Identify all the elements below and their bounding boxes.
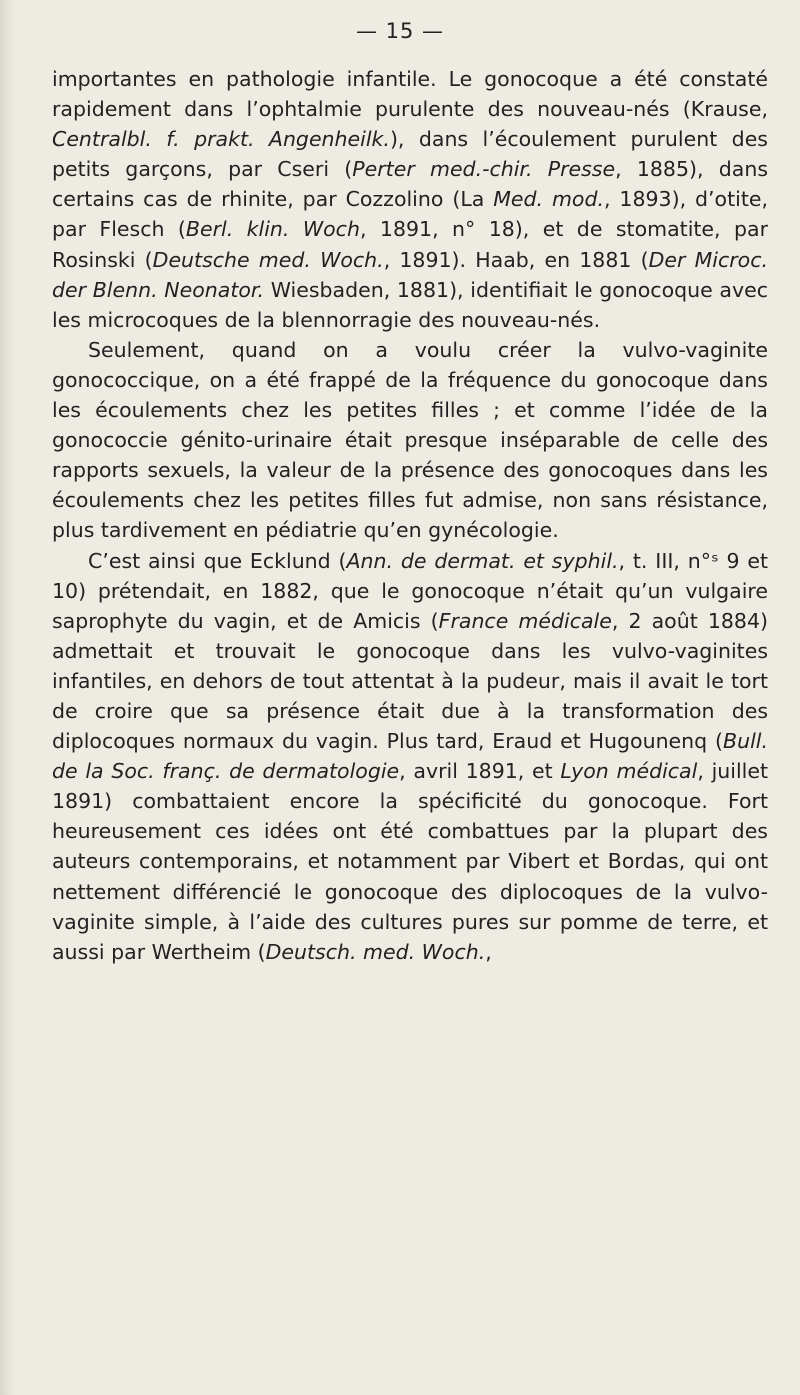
- text-run: , 1885), dans certains cas de rhinite, par Cozzolino (La: [52, 157, 769, 212]
- citation-title: Deutsch. med. Woch.: [265, 939, 486, 964]
- text-run: , 1891, n° 18), et de stomatite, par Rosinski (: [52, 217, 768, 272]
- text-run: , avril 1891, et: [399, 759, 561, 784]
- text-run: , 1893), d’otite, par Flesch (: [52, 187, 768, 242]
- text-run: importantes en pathologie infantile. Le gonocoque a été constaté rapidement dans l’ophtalmie purulente des nouveau-nés (Krause,: [52, 67, 768, 122]
- page-number: — 15 —: [355, 19, 445, 43]
- text-run: ,: [485, 939, 492, 964]
- citation-title: Med. mod.: [493, 187, 604, 212]
- text-run: Seulement, quand on a voulu créer la vulvo-vaginite gonococcique, on a été frappé de la fréquence du gonocoque dans les écoulements chez les petites filles ; et comme l’idée de la gonococcie génito-urinaire était presque inséparable de celle des rapports sexuels, la valeur de la présence des gonocoques dans les écoulements chez les petites filles fut admise, non sans résistance, plus tardivement en pédiatrie qu’en gynécologie.: [52, 337, 768, 543]
- page-edge-shadow: [0, 0, 14, 1395]
- citation-title: Berl. klin. Woch: [185, 217, 360, 242]
- text-run: ), dans l’écoulement purulent des petits garçons, par Cseri (: [52, 127, 768, 182]
- citation-title: Der Microc. der Blenn. Neonator.: [52, 247, 768, 302]
- text-run: , juillet 1891) combattaient encore la spécificité du gonocoque. Fort heureusement ces idées ont été combattues par la plupart des auteurs contemporains, et notamment par Vibert et Bordas, qui ont nettement différencié le gonocoque des diplocoques de la vulvo-vaginite simple, à l’aide des cultures pures sur pomme de terre, et aussi par Wertheim (: [52, 759, 768, 964]
- citation-title: Lyon médical: [560, 759, 698, 784]
- text-run: , t. III, n°ˢ 9 et 10) prétendait, en 1882, que le gonocoque n’était qu’un vulgaire saprophyte du vagin, et de Amicis (: [52, 548, 769, 633]
- text-run: , 2 août 1884) admettait et trouvait le gonocoque dans les vulvo-vaginites infantiles, en dehors de tout attentat à la pudeur, mais il avait le tort de croire que sa présence était due à la transformation des diplocoques normaux du vagin. Plus tard, Eraud et Hugounenq (: [52, 608, 768, 754]
- paragraph-2: [52, 335, 768, 546]
- citation-title: Ann. de dermat. et syphil.: [346, 548, 619, 573]
- citation-title: France médicale: [438, 608, 612, 633]
- text-run: Wiesbaden, 1881), identifiait le gonocoque avec les microcoques de la blennorragie des nouveau-nés.: [52, 277, 768, 332]
- paragraph-1: [52, 64, 768, 335]
- citation-title: Bull. de la Soc. franç. de dermatologie: [52, 729, 768, 784]
- body-text: [52, 64, 768, 967]
- text-run: , 1891). Haab, en 1881 (: [383, 247, 649, 272]
- text-run: C’est ainsi que Ecklund (: [88, 548, 347, 573]
- citation-title: Centralbl. f. prakt. Angenheilk.: [52, 127, 390, 152]
- citation-title: Perter med.-chir. Presse: [352, 157, 616, 182]
- citation-title: Deutsche med. Woch.: [152, 247, 384, 272]
- paragraph-3: [52, 546, 768, 967]
